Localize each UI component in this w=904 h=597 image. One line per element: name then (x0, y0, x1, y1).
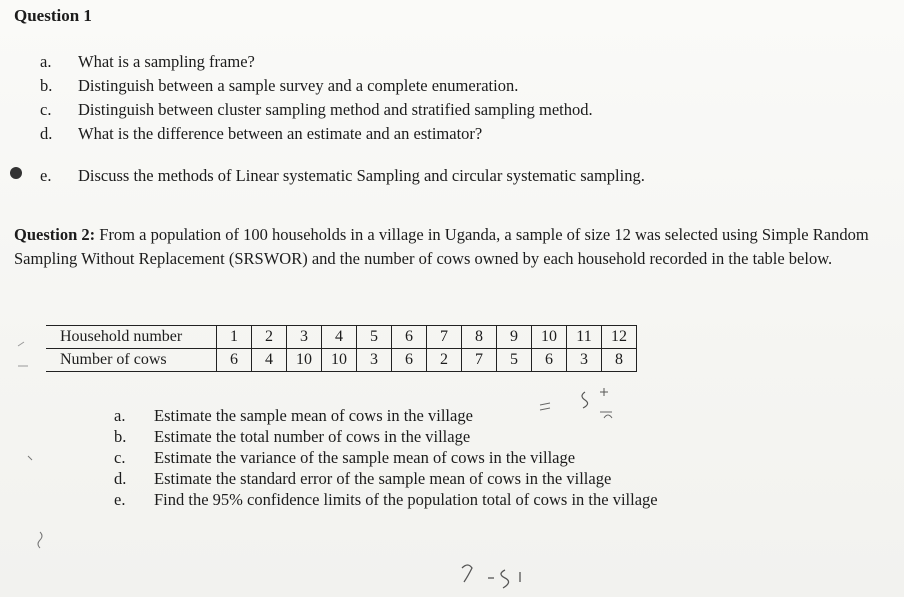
household-cell: 2 (252, 326, 287, 349)
household-cell: 1 (217, 326, 252, 349)
item-letter: a. (114, 406, 126, 425)
cows-cell: 3 (567, 349, 602, 372)
cows-data-table (46, 325, 637, 372)
household-number-label: Household number (46, 326, 217, 349)
item-text: Distinguish between a sample survey and a complete enumeration. (78, 76, 519, 95)
item-text: Distinguish between cluster sampling method and stratified sampling method. (78, 100, 593, 119)
cows-cell: 8 (602, 349, 637, 372)
household-cell: 6 (392, 326, 427, 349)
item-letter: a. (40, 52, 52, 71)
item-letter: e. (40, 166, 52, 185)
item-text: Discuss the methods of Linear systematic Sampling and circular systematic sampling. (78, 166, 645, 185)
cows-cell: 10 (287, 349, 322, 372)
cows-cell: 5 (497, 349, 532, 372)
item-letter: c. (40, 100, 52, 119)
question-2-item-e (114, 489, 814, 510)
bullet-mark (10, 167, 22, 179)
cows-cell: 4 (252, 349, 287, 372)
item-letter: b. (40, 76, 53, 95)
question-2-label: Question 2: (14, 225, 96, 244)
question-2-intro-text: From a population of 100 households in a village in Uganda, a sample of size 12 was selected using Simple Random Sampling Without Replacement (SRSWOR) and the number of cows owned by each household recorded in the table below. (14, 225, 869, 268)
item-text: Estimate the standard error of the sample mean of cows in the village (154, 469, 612, 488)
item-text: Estimate the variance of the sample mean of cows in the village (154, 448, 576, 467)
item-letter: d. (40, 124, 53, 143)
number-of-cows-label: Number of cows (46, 349, 217, 372)
question-2-intro (14, 223, 894, 271)
household-number-row (46, 326, 637, 349)
household-cell: 3 (287, 326, 322, 349)
cows-cell: 2 (427, 349, 462, 372)
household-cell: 4 (322, 326, 357, 349)
question-2-item-b (114, 426, 814, 447)
household-cell: 9 (497, 326, 532, 349)
cows-cell: 6 (532, 349, 567, 372)
household-cell: 7 (427, 326, 462, 349)
question-2-item-d (114, 468, 814, 489)
household-cell: 11 (567, 326, 602, 349)
item-text: Estimate the sample mean of cows in the village (154, 406, 473, 425)
cows-cell: 7 (462, 349, 497, 372)
question-1-item-c (40, 98, 860, 122)
question-1-item-d (40, 122, 860, 146)
household-cell: 10 (532, 326, 567, 349)
question-2-item-a (114, 405, 814, 426)
question-1-item-a (40, 50, 860, 74)
question-2-item-c (114, 447, 814, 468)
item-letter: e. (114, 490, 126, 509)
household-cell: 5 (357, 326, 392, 349)
cows-cell: 6 (217, 349, 252, 372)
question-1-title: Question 1 (14, 6, 92, 25)
household-cell: 8 (462, 326, 497, 349)
question-1-item-b (40, 74, 860, 98)
cows-cell: 10 (322, 349, 357, 372)
item-letter: c. (114, 448, 126, 467)
item-text: What is the difference between an estimate and an estimator? (78, 124, 483, 143)
household-cell: 12 (602, 326, 637, 349)
number-of-cows-row (46, 349, 637, 372)
item-text: Find the 95% confidence limits of the population total of cows in the village (154, 490, 658, 509)
question-1-item-e (40, 164, 860, 188)
question-1-list (40, 50, 860, 188)
item-letter: b. (114, 427, 127, 446)
cows-cell: 3 (357, 349, 392, 372)
item-letter: d. (114, 469, 127, 488)
question-2-list (114, 405, 814, 510)
item-text: What is a sampling frame? (78, 52, 255, 71)
item-text: Estimate the total number of cows in the village (154, 427, 471, 446)
cows-cell: 6 (392, 349, 427, 372)
